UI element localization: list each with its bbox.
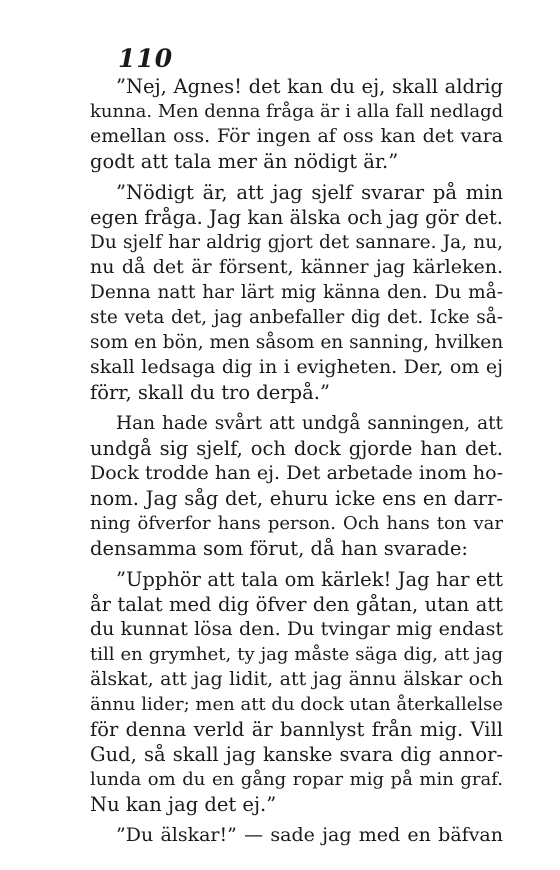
text-line: ”Nej, Agnes! det kan du ej, skall aldrig bbox=[116, 75, 503, 98]
text-line: undgå sig sjelf, och dock gjorde han det. bbox=[90, 437, 503, 460]
text-line: Du sjelf har aldrig gjort det sannare. Ja, nu, bbox=[90, 232, 503, 253]
text-line: ”Nödigt är, att jag sjelf svarar på min bbox=[116, 181, 503, 204]
text-line: år talat med dig öfver den gåtan, utan att bbox=[90, 593, 503, 616]
paragraph bbox=[90, 567, 503, 817]
text-line: lunda om du en gång ropar mig på min graf. bbox=[90, 769, 503, 790]
text-line: för denna verld är bannlyst från mig. Vill bbox=[90, 718, 503, 741]
text-line: densamma som förut, då han svarade: bbox=[90, 537, 468, 560]
paragraph bbox=[90, 411, 503, 561]
text-line: ”Upphör att tala om kärlek! Jag har ett bbox=[116, 568, 503, 591]
paragraph bbox=[90, 74, 503, 174]
text-line: ning öfverfor hans person. Och hans ton var bbox=[90, 513, 503, 534]
text-line: Denna natt har lärt mig känna den. Du må- bbox=[90, 282, 503, 303]
text-line: förr, skall du tro derpå.” bbox=[90, 381, 330, 404]
text-line: Han hade svårt att undgå sanningen, att bbox=[116, 413, 503, 434]
text-line: Nu kan jag det ej.” bbox=[90, 793, 277, 816]
text-line: nom. Jag såg det, ehuru icke ens en darr- bbox=[90, 487, 503, 510]
text-line: ännu lider; men att du dock utan återkallelse bbox=[90, 694, 503, 715]
text-line: egen fråga. Jag kan älska och jag gör det. bbox=[90, 206, 503, 229]
text-line: älskat, att jag lidit, att jag ännu älskar och bbox=[90, 668, 503, 690]
text-line: ”Du älskar!” — sade jag med en bäfvan bbox=[116, 824, 503, 846]
page-number: 110 bbox=[118, 44, 174, 73]
text-line: godt att tala mer än nödigt är.” bbox=[90, 150, 399, 173]
text-line: ste veta det, jag anbefaller dig det. Icke så- bbox=[90, 307, 503, 328]
text-line: du kunnat lösa den. Du tvingar mig endast bbox=[90, 618, 503, 640]
text-line: nu då det är försent, känner jag kärleken. bbox=[90, 256, 503, 278]
text-line: som en bön, men såsom en sanning, hvilken bbox=[90, 332, 504, 353]
paragraph bbox=[90, 823, 503, 848]
text-line: Gud, så skall jag kanske svara dig annor- bbox=[90, 743, 503, 766]
text-line: skall ledsaga dig in i evigheten. Der, om ej bbox=[90, 356, 503, 378]
text-line: till en grymhet, ty jag måste säga dig, att jag bbox=[90, 644, 503, 665]
text-line: emellan oss. För ingen af oss kan det vara bbox=[90, 125, 503, 147]
text-line: Dock trodde han ej. Det arbetade inom ho- bbox=[90, 462, 503, 484]
body-text bbox=[90, 74, 503, 848]
paragraph bbox=[90, 180, 503, 405]
text-line: kunna. Men denna fråga är i alla fall nedlagd bbox=[90, 101, 504, 122]
